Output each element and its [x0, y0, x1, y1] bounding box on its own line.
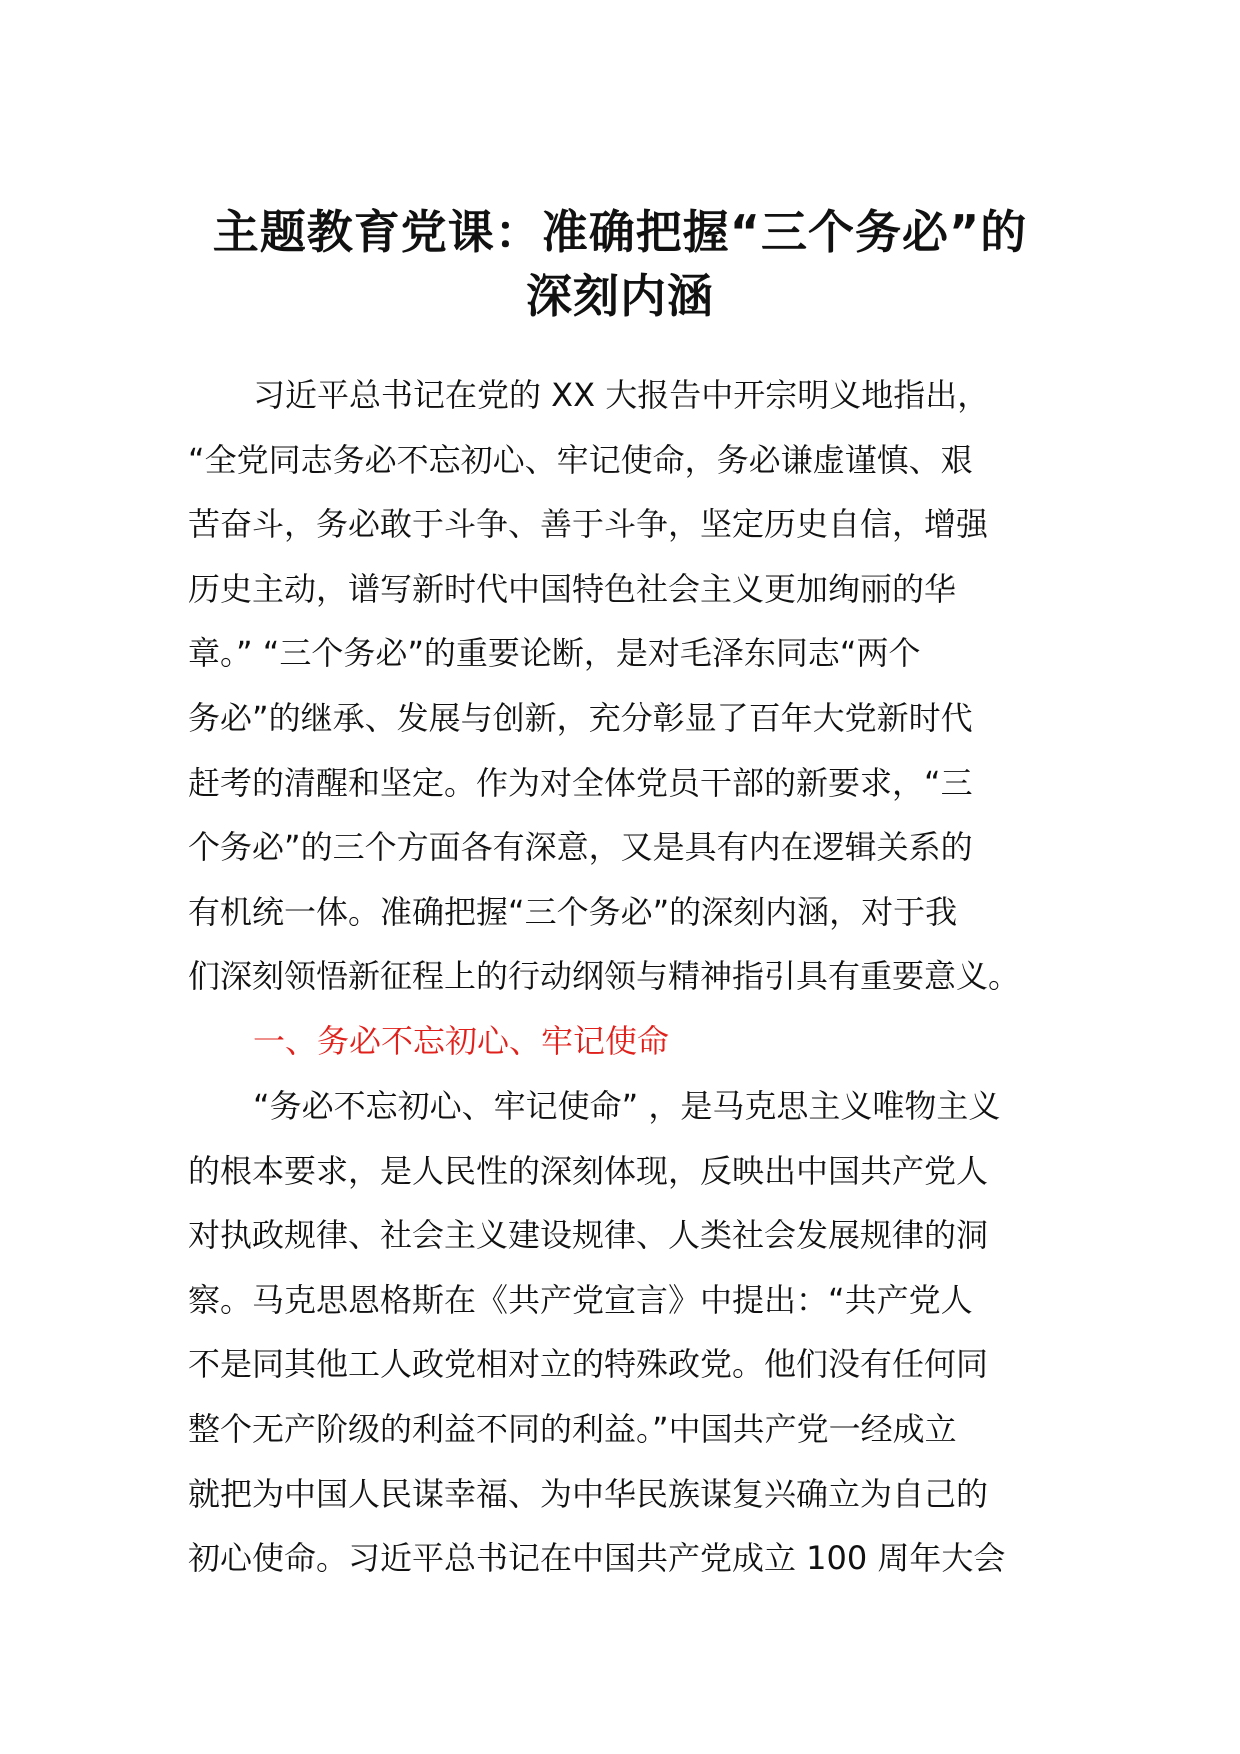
paragraph-intro: [188, 363, 1058, 1009]
paragraph-line: 习近平总书记在党的 XX 大报告中开宗明义地指出，: [253, 376, 990, 414]
paragraph-line: 赶考的清醒和坚定。作为对全体党员干部的新要求，“三: [188, 763, 973, 802]
paragraph-line: 初心使命。习近平总书记在中国共产党成立 100 周年大会: [188, 1539, 1006, 1578]
paragraph-line: 对执政规律、社会主义建设规律、人类社会发展规律的洞: [188, 1216, 989, 1255]
title-line-2: 深刻内涵: [526, 269, 714, 323]
paragraph-line: 整个无产阶级的利益不同的利益。”中国共产党一经成立: [188, 1409, 957, 1448]
paragraph-line: 历史主动，谱写新时代中国特色社会主义更加绚丽的华: [188, 569, 957, 608]
title-line-1: 主题教育党课：准确把握“三个务必”的: [212, 205, 1028, 259]
paragraph-line: 苦奋斗，务必敢于斗争、善于斗争，坚定历史自信，增强: [188, 505, 989, 544]
paragraph-line: 有机统一体。准确把握“三个务必”的深刻内涵，对于我: [188, 892, 958, 931]
paragraph-line: 察。马克思恩格斯在《共产党宣言》中提出：“共产党人: [188, 1280, 973, 1319]
paragraph-line: 不是同其他工人政党相对立的特殊政党。他们没有任何同: [188, 1345, 989, 1384]
paragraph-line: 章。” “三个务必”的重要论断，是对毛泽东同志“两个: [188, 634, 921, 673]
paragraph-section-1: [188, 1074, 1058, 1591]
paragraph-line: 个务必”的三个方面各有深意，又是具有内在逻辑关系的: [188, 828, 973, 867]
section-heading-1: 一、务必不忘初心、牢记使命: [253, 1022, 670, 1060]
paragraph-line: “全党同志务必不忘初心、牢记使命，务必谦虚谨慎、艰: [188, 440, 973, 479]
paragraph-line: 们深刻领悟新征程上的行动纲领与精神指引具有重要意义。: [188, 957, 1021, 996]
paragraph-line: 务必”的继承、发展与创新，充分彰显了百年大党新时代: [188, 698, 973, 737]
paragraph-line: “务必不忘初心、牢记使命” ，是马克思主义唯物主义: [253, 1087, 1001, 1125]
document-title: [160, 200, 1080, 328]
paragraph-line: 就把为中国人民谋幸福、为中华民族谋复兴确立为自己的: [188, 1474, 989, 1513]
paragraph-line: 的根本要求，是人民性的深刻体现，反映出中国共产党人: [188, 1151, 989, 1190]
